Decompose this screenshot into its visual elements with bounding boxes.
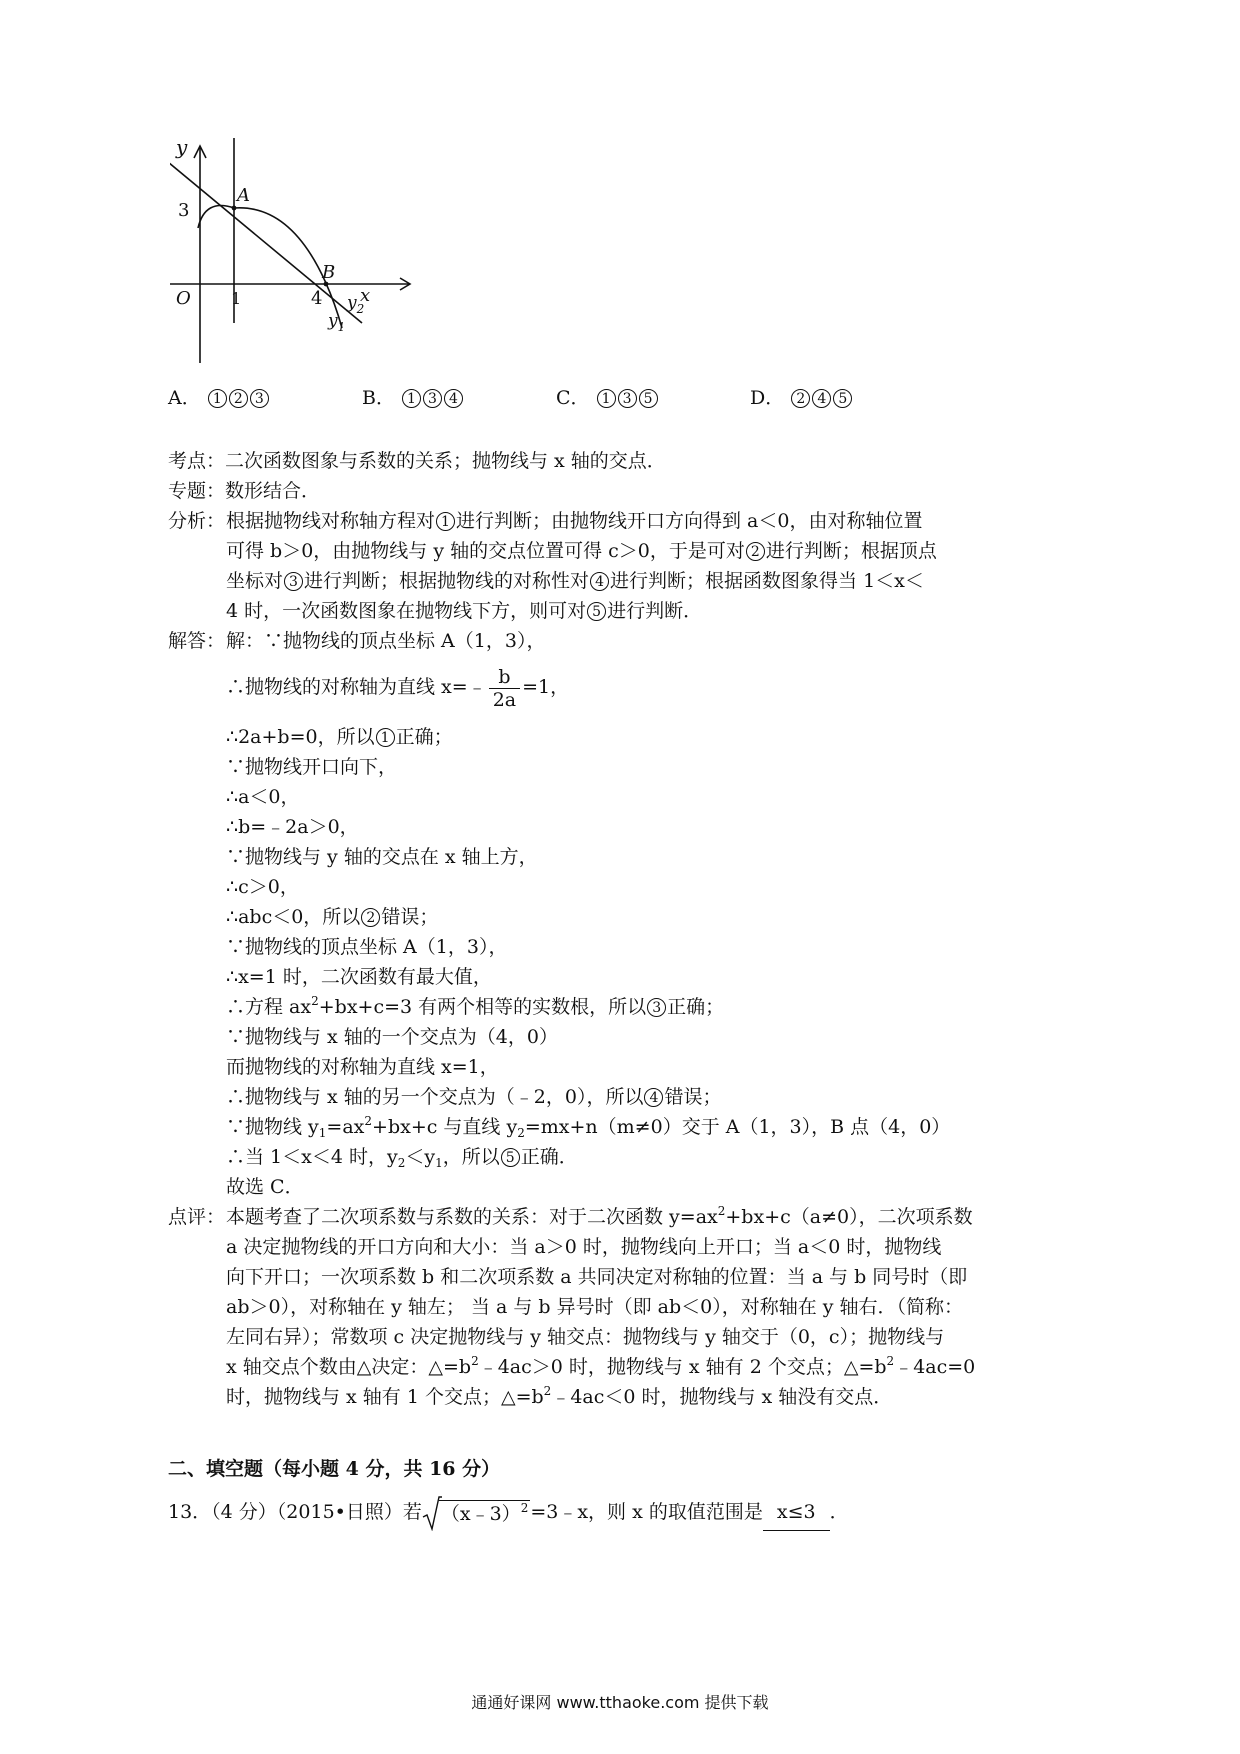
fenxi-line-1: 根据抛物线对称轴方程对 1 进行判断；由抛物线开口方向得到 a＜0，由对称轴位置	[226, 510, 923, 532]
circled-number: 1	[376, 728, 395, 747]
circled-number: 2	[229, 389, 248, 408]
page-footer: 通通好课网 www.tthaoke.com 提供下载	[471, 1693, 769, 1712]
section-title: 二、填空题（每小题 4 分，共 16 分）	[168, 1458, 501, 1480]
tick-3-label: 3	[178, 200, 190, 221]
dianping-line-6: x 轴交点个数由△决定：$\triangle=b^2﹣4ac>0$ 时，抛物线与 x 轴有 2 个交点；$\triangle=b^2﹣4ac=0$	[226, 1354, 976, 1378]
question-13: 13．（4 分）（2015•日照）若 （x﹣3）$^2$ =3﹣x，则 x 的取值范围是 x≤3 ．	[168, 1494, 849, 1531]
circled-number: 1	[402, 389, 421, 408]
fenxi-line-4: 4 时，一次函数图象在抛物线下方，则可对 5 进行判断．	[226, 600, 703, 622]
circled-number: 3	[250, 389, 269, 408]
circled-number: 2	[746, 542, 765, 561]
circled-number: 3	[423, 389, 442, 408]
dianping-line-3: 向下开口；一次项系数 b 和二次项系数 a 共同决定对称轴的位置：当 a 与 b 同号时（即	[226, 1266, 968, 1288]
fenxi-label: 分析：	[168, 510, 226, 532]
curve-y1-label: $y_1$	[328, 311, 346, 334]
curve-y2-label: $y_2$	[347, 293, 365, 316]
parabola-y1	[198, 206, 342, 329]
circled-number: 4	[644, 1088, 663, 1107]
point-a-dot	[232, 206, 237, 211]
circled-number: 3	[647, 998, 666, 1017]
point-b-label: B	[322, 262, 336, 283]
option-d	[750, 386, 853, 410]
circled-number: 2	[361, 908, 380, 927]
circled-number: 2	[791, 389, 810, 408]
tick-1-label: 1	[231, 289, 242, 308]
fenxi-line-2: 可得 b＞0，由抛物线与 y 轴的交点位置可得 c＞0，于是可对 2 进行判断；根据顶点	[226, 540, 937, 562]
circled-number: 5	[833, 389, 852, 408]
kaodian-line: 考点：二次函数图象与系数的关系；抛物线与 x 轴的交点．	[168, 450, 666, 472]
circled-number: 3	[284, 572, 303, 591]
circled-number: 5	[501, 1148, 520, 1167]
circled-number: 4	[812, 389, 831, 408]
dianping-line-4: ab＞0），对称轴在 y 轴左； 当 a 与 b 异号时（即 ab＜0），对称轴在 y 轴右．（简称：	[226, 1296, 964, 1318]
fenxi-line-3: 坐标对 3 进行判断；根据抛物线的对称性对 4 进行判断；根据函数图象得当 1＜x＜	[226, 570, 924, 592]
jieda-step-13: 而抛物线的对称轴为直线 x=1，	[226, 1056, 499, 1078]
circled-number: 3	[618, 389, 637, 408]
jieda-step-11: ∴方程 $ax^2+bx+c=3$ 有两个相等的实数根，所以 3 正确；	[226, 994, 725, 1018]
jieda-step-4: ∴a＜0，	[226, 786, 300, 808]
option-letter: A．	[168, 387, 201, 409]
zhuanti-line: 专题：数形结合．	[168, 480, 321, 502]
jieda-step-3: ∵抛物线开口向下，	[226, 756, 398, 778]
option-a	[168, 386, 270, 410]
circled-number: 5	[639, 389, 658, 408]
dianping-label: 点评：	[168, 1206, 226, 1228]
jieda-step-14: ∴抛物线与 x 轴的另一个交点为（﹣2，0），所以 4 错误；	[226, 1086, 722, 1108]
circled-number: 4	[590, 572, 609, 591]
jieda-step-16: ∴当 1＜x＜4 时，$y_2<y_1$，所以 5 正确．	[226, 1146, 578, 1170]
jieda-step-2: ∴2a+b=0，所以 1 正确；	[226, 726, 453, 748]
option-letter: C．	[556, 387, 590, 409]
jieda-step-8: ∴abc＜0，所以 2 错误；	[226, 906, 439, 928]
jieda-step-0: 解：∵抛物线的顶点坐标 A（1，3），	[226, 630, 546, 652]
jieda-step-15: ∵抛物线 $y_1=ax^2+bx+c$ 与直线 $y_2=mx+n(m\ne 0)$交于 A（1，3），B 点（4，0）	[226, 1114, 951, 1140]
circled-number: 5	[587, 602, 606, 621]
dianping-line-7: 时，抛物线与 x 轴有 1 个交点；$\triangle=b^2﹣4ac<0$ 时，抛物线与 x 轴没有交点．	[226, 1384, 893, 1408]
jieda-label: 解答：	[168, 630, 226, 652]
option-letter: B．	[362, 387, 395, 409]
jieda-step-6: ∵抛物线与 y 轴的交点在 x 轴上方，	[226, 846, 538, 868]
jieda-step-12: ∵抛物线与 x 轴的一个交点为（4，0）	[226, 1026, 558, 1048]
jieda-step-17: 故选 C．	[226, 1176, 304, 1198]
fraction: $\frac{b}{2a}$	[489, 666, 520, 711]
circled-number: 1	[597, 389, 616, 408]
tick-4-label: 4	[311, 288, 323, 309]
option-c	[556, 386, 659, 410]
option-letter: D．	[750, 387, 785, 409]
circled-number: 1	[208, 389, 227, 408]
parabola-graph	[170, 138, 430, 378]
option-b	[362, 386, 464, 410]
jieda-step-9: ∵抛物线的顶点坐标 A（1，3），	[226, 936, 508, 958]
answer-blank: x≤3	[763, 1494, 830, 1531]
jieda-step-7: ∴c＞0，	[226, 876, 299, 898]
circled-number: 4	[444, 389, 463, 408]
jieda-step-10: ∴x=1 时，二次函数有最大值，	[226, 966, 492, 988]
point-a-label: A	[237, 185, 250, 206]
x-axis-label: x	[360, 285, 371, 306]
dianping-line-5: 左同右异）；常数项 c 决定抛物线与 y 轴交点：抛物线与 y 轴交于（0，c）；抛物线与	[226, 1326, 945, 1348]
dianping-line-1: 本题考查了二次项系数与系数的关系：对于二次函数 $y=ax^2+bx+c(a\ne 0)$，二次项系数	[226, 1204, 973, 1228]
jieda-step-1: ∴抛物线的对称轴为直线 x=﹣ $\frac{b}{2a}$ =1，	[226, 665, 570, 711]
jieda-step-5: ∴b=﹣2a＞0，	[226, 816, 359, 838]
radicand: （x﹣3）$^2$	[440, 1500, 529, 1525]
dianping-line-2: a 决定抛物线的开口方向和大小：当 a＞0 时，抛物线向上开口；当 a＜0 时，抛物线	[226, 1236, 942, 1258]
origin-label: O	[176, 288, 191, 309]
y-axis-label: y	[176, 138, 188, 159]
circled-number: 1	[436, 512, 455, 531]
